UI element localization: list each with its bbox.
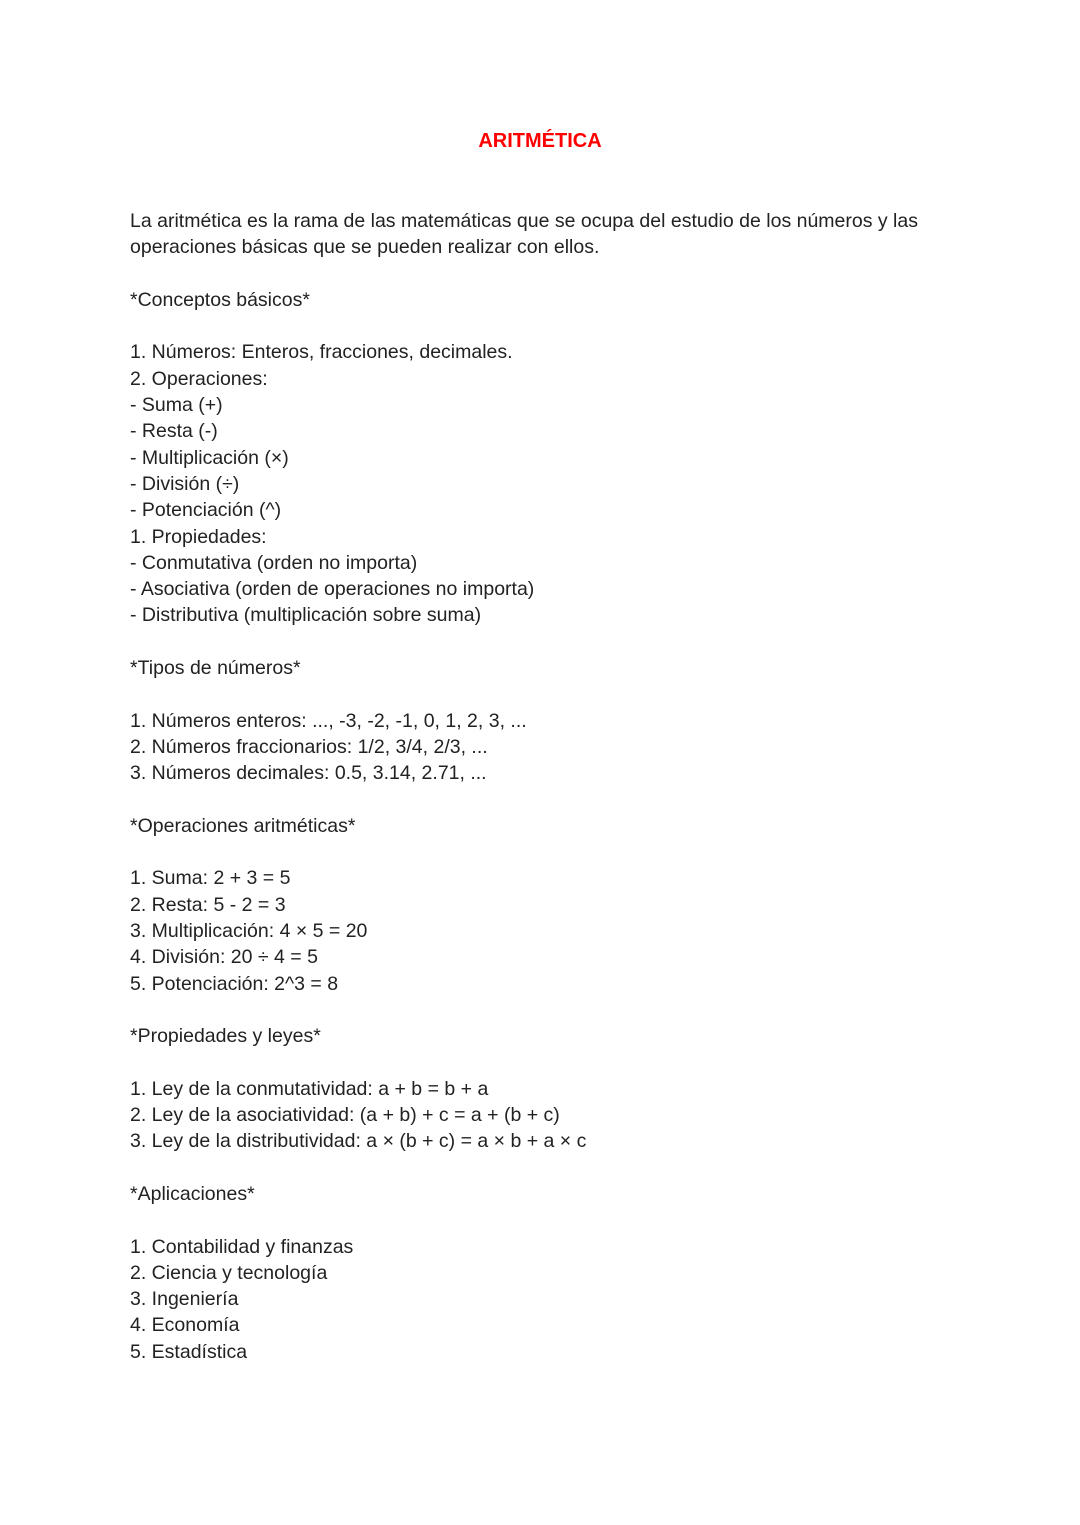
text-line: *Aplicaciones* bbox=[130, 1182, 255, 1205]
text-line: - Multiplicación (×) bbox=[130, 446, 289, 469]
blank-line bbox=[130, 629, 960, 655]
text-line: 4. División: 20 ÷ 4 = 5 bbox=[130, 946, 318, 969]
text-line: 4. Economía bbox=[130, 1314, 240, 1337]
text-line: 3. Ley de la distributividad: a × (b + c) = a × b + a × c bbox=[130, 1130, 587, 1153]
blank-line bbox=[130, 681, 960, 707]
text-line: 2. Operaciones: bbox=[130, 367, 268, 390]
text-line: 5. Potenciación: 2^3 = 8 bbox=[130, 972, 339, 995]
document-title: ARITMÉTICA bbox=[478, 130, 602, 152]
text-line: - Asociativa (orden de operaciones no importa) bbox=[130, 578, 535, 601]
text-line: - Conmutativa (orden no importa) bbox=[130, 551, 418, 574]
text-line: 1. Suma: 2 + 3 = 5 bbox=[130, 867, 291, 890]
text-line: 2. Ciencia y tecnología bbox=[130, 1261, 328, 1284]
text-line: 1. Contabilidad y finanzas bbox=[130, 1235, 354, 1258]
text-line: *Conceptos básicos* bbox=[130, 288, 310, 311]
document-body bbox=[130, 208, 960, 1365]
text-line: *Propiedades y leyes* bbox=[130, 1025, 321, 1048]
text-line: 5. Estadística bbox=[130, 1340, 248, 1363]
text-line: - Resta (-) bbox=[130, 420, 218, 443]
text-line: 1. Ley de la conmutatividad: a + b = b + a bbox=[130, 1077, 489, 1100]
text-line: - Suma (+) bbox=[130, 394, 223, 417]
text-line: 3. Números decimales: 0.5, 3.14, 2.71, ... bbox=[130, 762, 487, 785]
text-line: - Distributiva (multiplicación sobre suma) bbox=[130, 604, 482, 627]
text-line: 1. Propiedades: bbox=[130, 525, 267, 548]
text-line: 2. Ley de la asociatividad: (a + b) + c = a + (b + c) bbox=[130, 1104, 560, 1127]
text-line: - División (÷) bbox=[130, 472, 240, 495]
blank-line bbox=[130, 997, 960, 1023]
blank-line bbox=[130, 313, 960, 339]
text-line: 1. Números: Enteros, fracciones, decimales. bbox=[130, 341, 513, 364]
text-line: *Operaciones aritméticas* bbox=[130, 814, 356, 837]
blank-line bbox=[130, 261, 960, 287]
blank-line bbox=[130, 1050, 960, 1076]
blank-line bbox=[130, 1155, 960, 1181]
text-line: 1. Números enteros: ..., -3, -2, -1, 0, 1, 2, 3, ... bbox=[130, 709, 527, 732]
blank-line bbox=[130, 1207, 960, 1233]
text-line: - Potenciación (^) bbox=[130, 499, 282, 522]
blank-line bbox=[130, 839, 960, 865]
text-line: 2. Resta: 5 - 2 = 3 bbox=[130, 893, 286, 916]
text-line: 3. Ingeniería bbox=[130, 1288, 239, 1311]
text-line: La aritmética es la rama de las matemáticas que se ocupa del estudio de los números y las operaciones básicas que se pueden realizar con ellos. bbox=[130, 210, 924, 259]
text-line: 3. Multiplicación: 4 × 5 = 20 bbox=[130, 920, 368, 943]
text-line: 2. Números fraccionarios: 1/2, 3/4, 2/3, ... bbox=[130, 735, 488, 758]
blank-line bbox=[130, 787, 960, 813]
text-line: *Tipos de números* bbox=[130, 657, 301, 680]
